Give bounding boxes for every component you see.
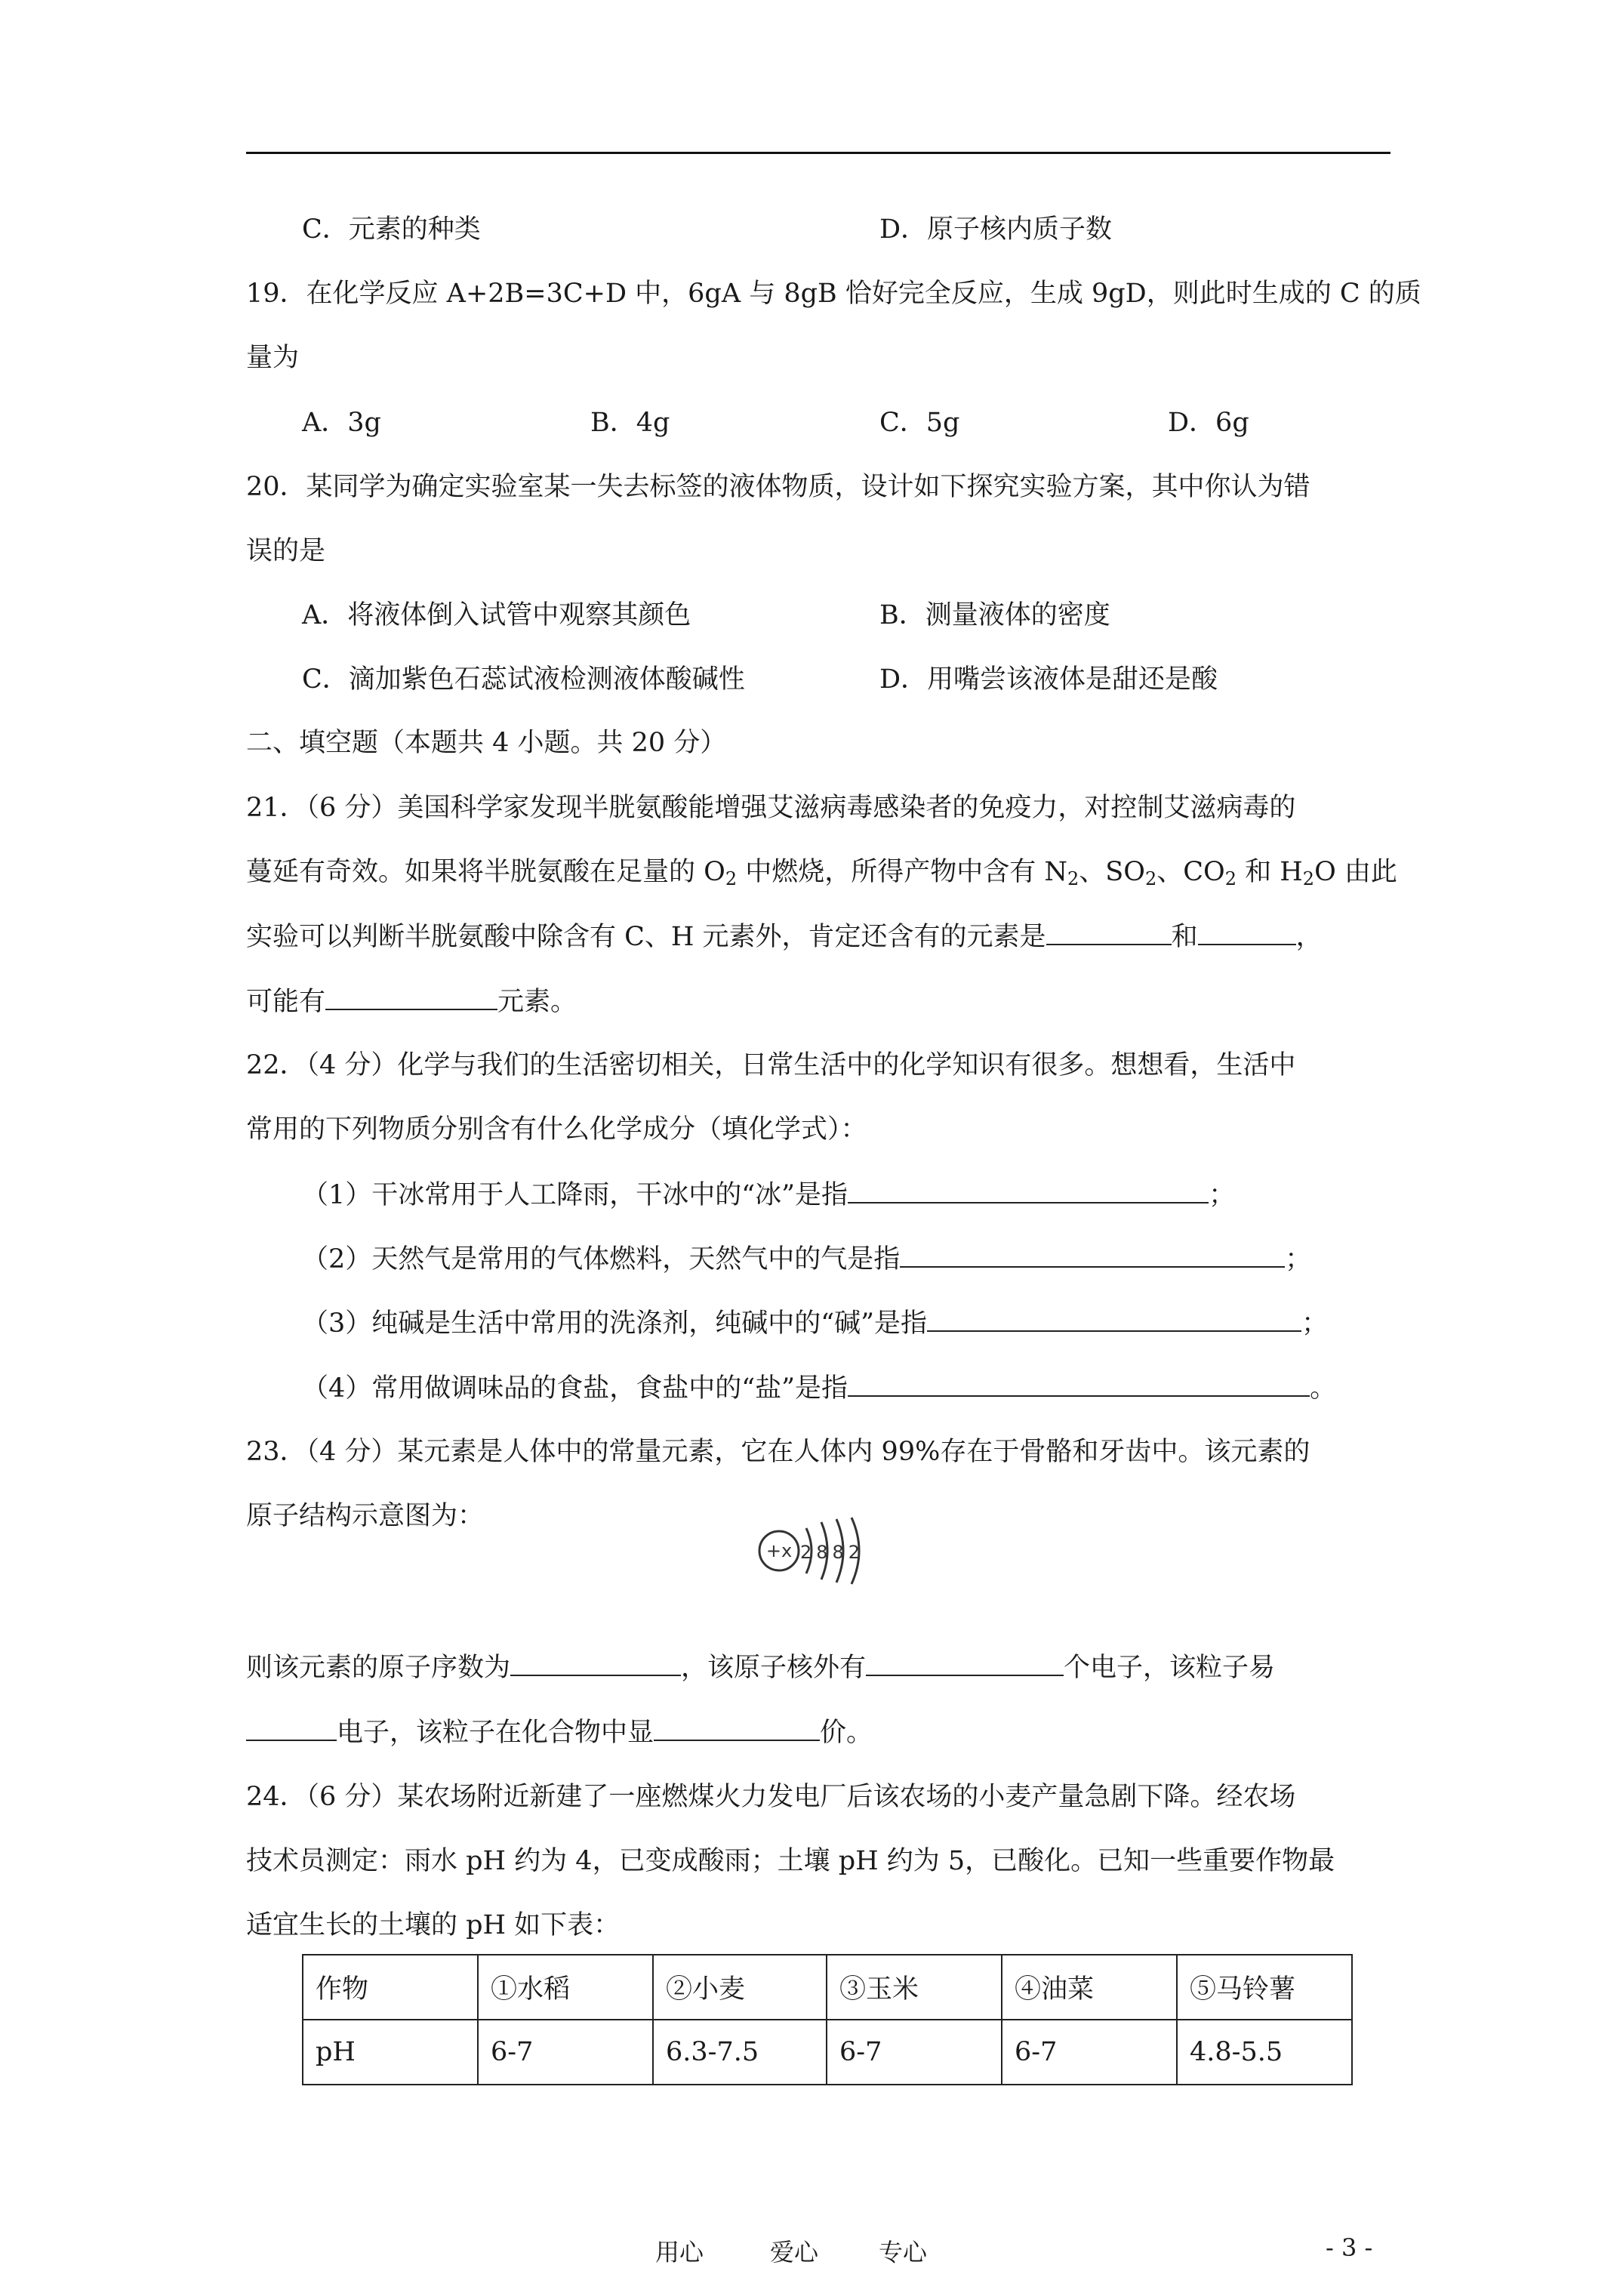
table-cell: ①水稻 (478, 1955, 653, 2020)
q21-stem-line4 (246, 983, 577, 1020)
table-cell: ②小麦 (653, 1955, 827, 2020)
q20-option-d: D．用嘴尝该液体是甜还是酸 (879, 664, 1218, 695)
answer-blank[interactable] (866, 1649, 1064, 1676)
table-row (303, 1955, 1352, 2020)
nucleus-charge: +x (765, 1540, 793, 1561)
answer-blank[interactable] (848, 1370, 1310, 1397)
q24-stem-line3: 适宜生长的土壤的 pH 如下表： (246, 1910, 621, 1940)
q22-item-1 (302, 1176, 1235, 1213)
q18-option-c: C．元素的种类 (302, 214, 481, 245)
q23-text: 电子，该粒子在化合物中显 (337, 1718, 654, 1748)
q21-text: 中燃烧，所得产物中含有 N (737, 857, 1067, 887)
table-cell: ③玉米 (827, 1955, 1002, 2020)
answer-blank[interactable] (927, 1305, 1301, 1332)
subscript: 2 (1144, 868, 1157, 889)
q23-stem-line1: 23．（4 分）某元素是人体中的常量元素，它在人体内 99%存在于骨骼和牙齿中。该元素的 (246, 1437, 1310, 1467)
table-cell: 6-7 (827, 2020, 1002, 2085)
q21-text: O 由此 (1314, 857, 1397, 887)
q24-stem-line1: 24．（6 分）某农场附近新建了一座燃煤火力发电厂后该农场的小麦产量急剧下降。经农场 (246, 1782, 1296, 1812)
q22-item-text: （1）干冰常用于人工降雨，干冰中的“冰”是指 (302, 1180, 848, 1210)
q22-item-text: （2）天然气是常用的气体燃料，天然气中的气是指 (302, 1244, 901, 1274)
table-cell: 6-7 (1002, 2020, 1177, 2085)
q21-text: 和 H (1236, 857, 1303, 887)
q19-stem-line2: 量为 (246, 343, 300, 373)
answer-blank[interactable] (1198, 918, 1296, 945)
q21-text: 实验可以判断半胱氨酸中除含有 C、H 元素外，肯定还含有的元素是 (246, 922, 1046, 952)
table-cell: 作物 (303, 1955, 478, 2020)
q20-option-a: A．将液体倒入试管中观察其颜色 (302, 600, 691, 630)
answer-blank[interactable] (246, 1714, 337, 1741)
answer-blank[interactable] (900, 1240, 1285, 1268)
q19-option-a: A．3g (302, 408, 381, 438)
q19-stem-line1: 19．在化学反应 A+2B=3C+D 中，6gA 与 8gB 恰好完全反应，生成 9gD，则此时生成的 C 的质 (246, 279, 1421, 309)
q21-stem-line2 (246, 854, 1397, 890)
q20-option-b: B．测量液体的密度 (879, 600, 1110, 630)
q19-option-b: B．4g (590, 408, 670, 438)
q21-text: 和 (1171, 922, 1198, 952)
subscript: 2 (1224, 868, 1236, 889)
q20-stem-line1: 20．某同学为确定实验室某一失去标签的液体物质，设计如下探究实验方案，其中你认为错 (246, 472, 1310, 502)
answer-blank[interactable] (654, 1714, 820, 1741)
q23-text: ，该原子核外有 (681, 1653, 867, 1683)
q21-text: 元素。 (497, 987, 577, 1017)
q22-item-3 (302, 1305, 1328, 1342)
q21-text: 蔓延有奇效。如果将半胱氨酸在足量的 O (246, 857, 725, 887)
subscript: 2 (1067, 868, 1079, 889)
answer-blank[interactable] (848, 1176, 1209, 1203)
q19-option-d: D．6g (1168, 408, 1249, 438)
page-number: - 3 - (1326, 2233, 1373, 2262)
table-cell: ④油菜 (1002, 1955, 1177, 2020)
q21-text: 可能有 (246, 987, 326, 1017)
q21-text: 、SO (1079, 857, 1145, 887)
q23-text: 则该元素的原子序数为 (246, 1653, 511, 1683)
header-rule (246, 152, 1390, 154)
q21-stem-line1: 21．（6 分）美国科学家发现半胱氨酸能增强艾滋病毒感染者的免疫力，对控制艾滋病毒的 (246, 793, 1296, 823)
q21-stem-line3 (246, 918, 1323, 955)
q22-item-end: 。 (1310, 1373, 1337, 1404)
table-cell: pH (303, 2020, 478, 2085)
crop-ph-table (302, 1954, 1353, 2085)
subscript: 2 (1302, 868, 1315, 889)
q22-stem-line1: 22．（4 分）化学与我们的生活密切相关，日常生活中的化学知识有很多。想想看，生活中 (246, 1050, 1296, 1080)
q21-text: ， (1295, 922, 1323, 952)
q23-stem-line3 (246, 1649, 1275, 1686)
answer-blank[interactable] (510, 1649, 681, 1676)
atom-structure-diagram (747, 1513, 876, 1589)
q23-stem-line2: 原子结构示意图为： (246, 1501, 485, 1531)
q18-option-d: D．原子核内质子数 (879, 214, 1113, 245)
answer-blank[interactable] (325, 983, 497, 1010)
q23-stem-line4 (246, 1714, 873, 1751)
q22-stem-line2: 常用的下列物质分别含有什么化学成分（填化学式）： (246, 1114, 867, 1145)
section2-heading: 二、填空题（本题共 4 小题。共 20 分） (246, 728, 727, 758)
table-cell: ⑤马铃薯 (1177, 1955, 1352, 2020)
table-cell: 4.8-5.5 (1177, 2020, 1352, 2085)
table-cell: 6.3-7.5 (653, 2020, 827, 2085)
subscript: 2 (725, 868, 738, 889)
q22-item-4 (302, 1370, 1336, 1407)
answer-blank[interactable] (1046, 918, 1172, 945)
q22-item-text: （4）常用做调味品的食盐，食盐中的“盐”是指 (302, 1373, 848, 1404)
q24-stem-line2: 技术员测定：雨水 pH 约为 4，已变成酸雨；土壤 pH 约为 5，已酸化。已知一些重要作物最 (246, 1846, 1335, 1876)
table-cell: 6-7 (478, 2020, 653, 2085)
q22-item-2 (302, 1240, 1311, 1277)
q23-text: 价。 (820, 1718, 873, 1748)
q22-item-end: ； (1301, 1308, 1329, 1339)
q20-stem-line2: 误的是 (246, 536, 326, 566)
footer-slogan-3: 专心 (879, 2238, 928, 2267)
table-row (303, 2020, 1352, 2085)
q22-item-end: ； (1285, 1244, 1312, 1274)
q19-option-c: C．5g (879, 408, 960, 438)
q20-option-c: C．滴加紫色石蕊试液检测液体酸碱性 (302, 664, 745, 695)
q22-item-end: ； (1209, 1180, 1236, 1210)
footer-slogan-1: 用心 (655, 2238, 704, 2267)
q21-text: 、CO (1156, 857, 1225, 887)
q23-text: 个电子，该粒子易 (1064, 1653, 1276, 1683)
footer-slogan-2: 爱心 (770, 2238, 819, 2267)
shell-electron-counts: 2882 (800, 1542, 865, 1563)
q22-item-text: （3）纯碱是生活中常用的洗涤剂，纯碱中的“碱”是指 (302, 1308, 928, 1339)
